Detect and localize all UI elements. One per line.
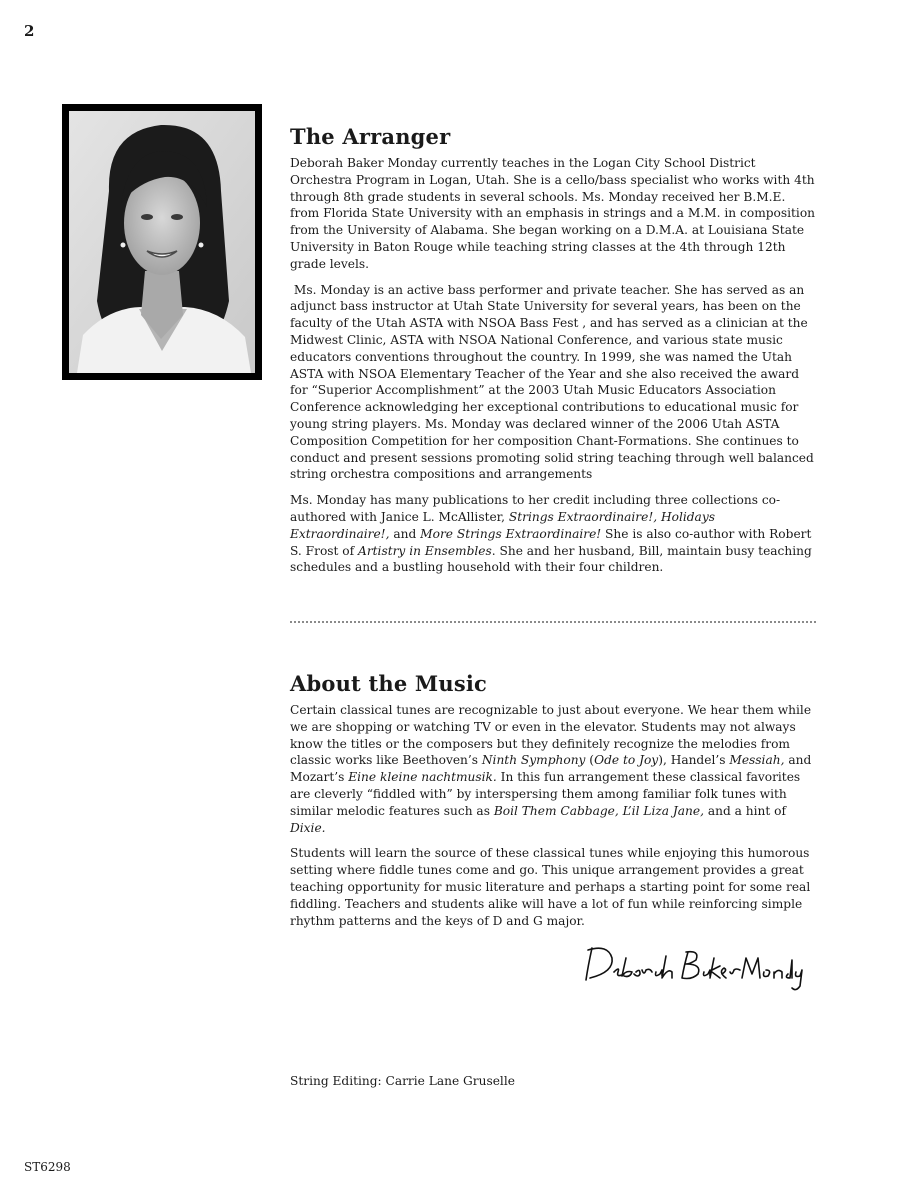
title-strings-extraordinaire: Strings Extraordinaire!, Holidays Extraordinaire!, (290, 509, 715, 541)
arranger-paragraph-3: Ms. Monday has many publications to her credit including three collections co-authored with Janice L. McAllister, Strings Extraordinaire!, Holidays Extraordinaire!, and More Strings Extraordinaire! She is also co-author with Robert S. Frost of Artistry in Ensembles. She and her husband, Bill, maintain busy teaching schedules and a bustling household with their four children. (290, 493, 812, 575)
dotted-divider (290, 621, 816, 623)
about-music-paragraph-2: Students will learn the source of these classical tunes while enjoying this humorous setting where fiddle tunes come and go. This unique arrangement provides a great teaching opportunity for music literature and perhaps a starting point for some real fiddling. Teachers and students alike will have a lot of fun while reinforcing simple rhythm patterns and the keys of D and G major. (290, 846, 811, 928)
about-music-paragraph-1: Certain classical tunes are recognizable to just about everyone. We hear them while we are shopping or watching TV or even in the elevator. Students may not always know the titles or the composers but they definitely recognize the melodies from classic works like Beethoven’s Ninth Symphony (Ode to Joy), Handel’s Messiah, and Mozart’s Eine kleine nachtmusik. In this fun arrangement these classical favorites are cleverly “fiddled with” by interspersing them among familiar folk tunes with similar melodic features such as Boil Them Cabbage, L’il Liza Jane, and a hint of Dixie. (290, 703, 812, 835)
about-music-section (290, 671, 818, 938)
arranger-paragraph-2: Ms. Monday is an active bass performer and private teacher. She has served as an adjunct bass instructor at Utah State University for several years, has been on the faculty of the Utah ASTA with NSOA Bass Fest , and has served as a clinician at the Midwest Clinic, ASTA with NSOA National Conference, and various state music educators conventions throughout the country. In 1999, she was named the Utah ASTA with NSOA Elementary Teacher of the Year and she also received the award for “Superior Accomplishment” at the 2003 Utah Music Educators Association Conference acknowledging her exceptional contributions to educational music for young string players. Ms. Monday was declared winner of the 2006 Utah ASTA Composition Competition for her composition Chant-Formations. She continues to conduct and present sessions promoting solid string teaching through well balanced string orchestra compositions and arrangements (290, 282, 814, 482)
arranger-photo (62, 104, 262, 380)
arranger-section (290, 124, 818, 585)
arranger-paragraph-1: Deborah Baker Monday currently teaches in the Logan City School District Orchestra Program in Logan, Utah. She is a cello/bass specialist who works with 4th through 8th grade students in several schools. Ms. Monday received her B.M.E. from Florida State University with an emphasis in strings and a M.M. in composition from the University of Alabama. She began working on a D.M.A. at Louisiana State University in Baton Rouge while teaching string classes at the 4th through 12th grade levels. (290, 156, 816, 271)
title-artistry-in-ensembles: Artistry in Ensembles (358, 543, 492, 558)
title-more-strings: More Strings Extraordinaire! (420, 526, 602, 541)
catalog-code: ST6298 (24, 1160, 71, 1174)
arranger-heading: The Arranger (290, 124, 451, 149)
portrait-image (69, 111, 255, 373)
page-number: 2 (24, 22, 35, 40)
string-editing-credit: String Editing: Carrie Lane Gruselle (290, 1074, 515, 1088)
about-music-heading: About the Music (290, 671, 488, 696)
signature (578, 938, 808, 994)
